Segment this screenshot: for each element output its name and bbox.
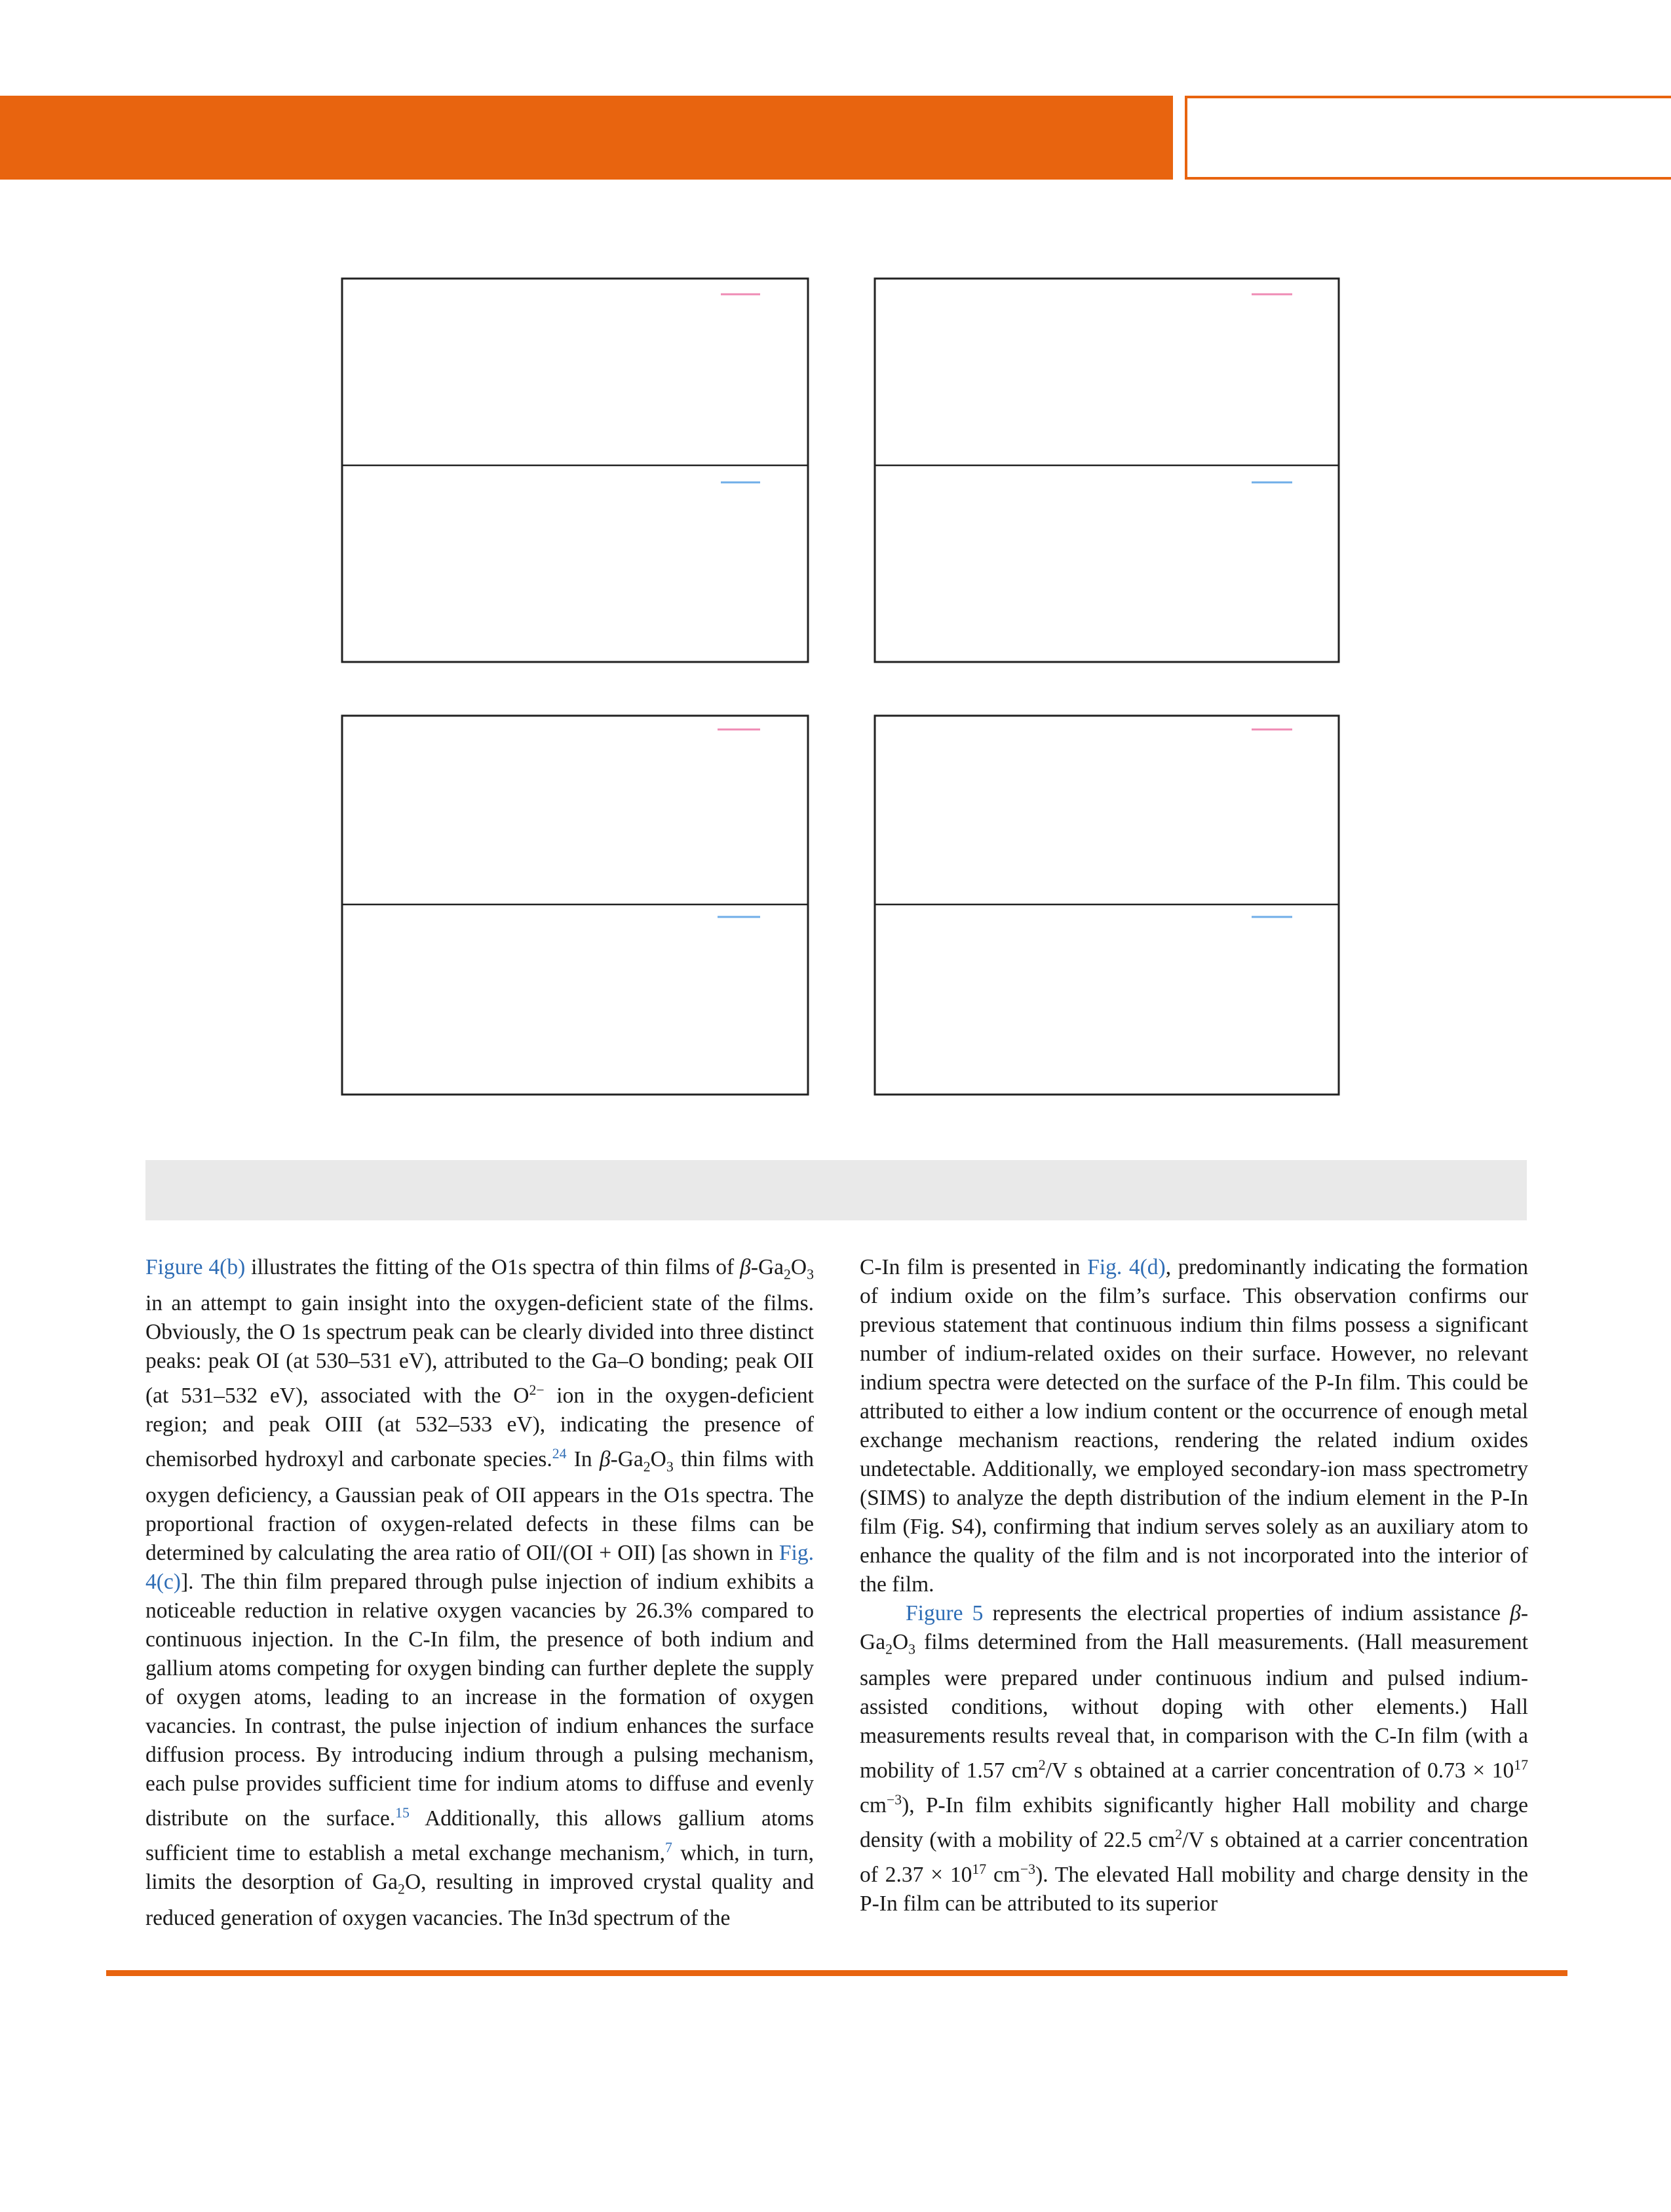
ref-fig4b[interactable]: Figure 4(b)	[145, 1255, 246, 1279]
panel-b	[875, 279, 1339, 662]
figure-caption	[145, 1160, 1527, 1220]
ref-fig4d[interactable]: Fig. 4(d)	[1087, 1255, 1166, 1279]
panel-c	[342, 716, 808, 1095]
ref-fig5[interactable]: Figure 5	[906, 1601, 984, 1625]
panel-d	[875, 716, 1339, 1095]
panel-a	[342, 279, 808, 662]
ref-fig4c[interactable]: Fig. 4(c)	[145, 1540, 814, 1594]
body-column-right: C-In film is presented in Fig. 4(d), predominantly indicating the formation of indium oxide on the film’s surface. This observation confirms our previous statement that continuous indium thin films possess a significant number of indium-related oxides on their surface. However, no relevant indium spectra were detected on the surface of the P-In film. This could be attributed to either a low indium content or the occurrence of enough metal exchange mechanism reactions, rendering the related indium oxides undetectable. Additionally, we employed secondary-ion mass spectrometry (SIMS) to analyze the depth distribution of the indium element in the P-In film (Fig. S4), confirming that indium serves solely as an auxiliary atom to enhance the quality of the film and is not incorporated into the interior of the film. Figure 5 represents the electrical properties of indium assistance $\beta-Ga_2O_3$ films determined from the Hall measurements. (Hall measurement samples were prepared under continuous indium and pulsed indium-assisted conditions, without doping with other elements.) Hall measurements results reveal that, in comparison with the C-In film (with a mobility of 1.57 $cm^2/V$ s obtained at a carrier concentration of $0.73 \times 10^{17}$ $cm^{-3}$), P-In film exhibits significantly higher Hall mobility and charge density (with a mobility of 22.5 $cm^2/V$ s obtained at a carrier concentration of $2.37 \times 10^{17}$ $cm^{-3}$). The elevated Hall mobility and charge density in the P-In film can be attributed to its superior	[860, 1255, 1529, 1916]
body-column-left: Figure 4(b) illustrates the fitting of the O1s spectra of thin films of $\beta-Ga_2O_3$ in an attempt to gain insight into the oxygen-deficient state of the films. Obviously, the O 1s spectrum peak can be clearly divided into three distinct peaks: peak OI (at 530–531 eV), attributed to the Ga–O bonding; peak OII (at 531–532 eV), associated with the $O^{2-}$ ion in the oxygen-deficient region; and peak OIII (at 532–533 eV), indicating the presence of chemisorbed hydroxyl and carbonate species.$^{24}$ In $\beta-Ga_2O_3$ thin films with oxygen deficiency, a Gaussian peak of OII appears in the O1s spectra. The proportional fraction of oxygen-related defects in these films can be determined by calculating the area ratio of OII/(OI + OII) [as shown in Fig. 4(c)]. The thin film prepared through pulse injection of indium exhibits a noticeable reduction in relative oxygen vacancies by 26.3% compared to continuous injection. In the C-In film, the presence of both indium and gallium atoms competing for oxygen binding can further deplete the supply of oxygen atoms, leading to an increase in the formation of oxygen vacancies. In contrast, the pulse injection of indium enhances the surface diffusion process. By introducing indium through a pulsing mechanism, each pulse provides sufficient time for indium atoms to diffuse and evenly distribute on the surface.$^{15}$ Additionally, this allows gallium atoms sufficient time to establish a metal exchange mechanism,$^7$ which, in turn, limits the desorption of $Ga_2O$, resulting in improved crystal quality and reduced generation of oxygen vacancies. The In3d spectrum of the	[145, 1255, 815, 1930]
footer-rule	[106, 1970, 1567, 1976]
